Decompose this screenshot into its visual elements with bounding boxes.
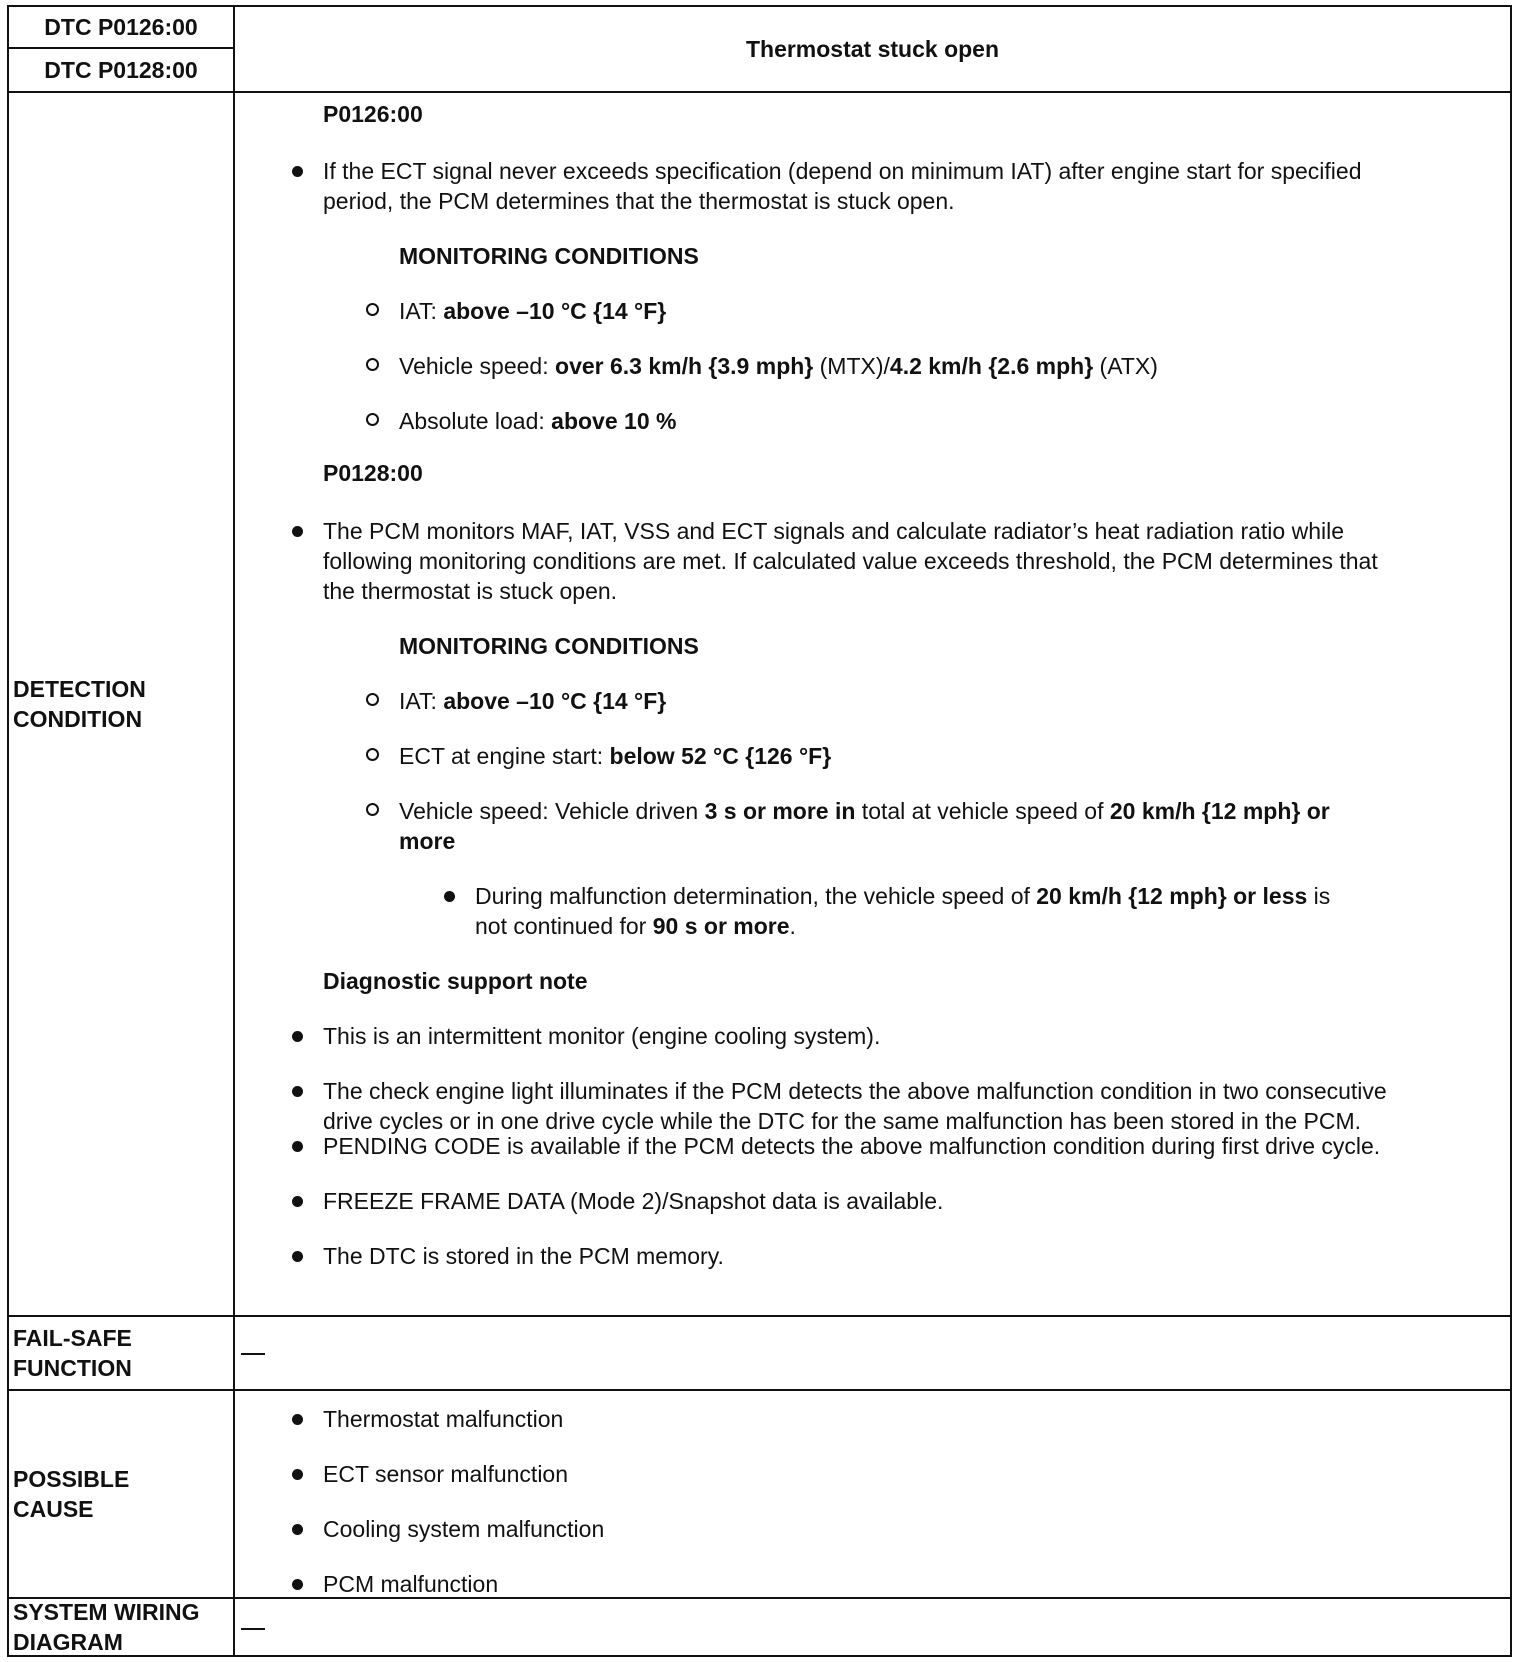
p0128-desc-line: the thermostat is stuck open. — [323, 578, 618, 604]
support-heading: Diagnostic support note — [323, 968, 588, 994]
p0128-desc-line: following monitoring conditions are met. If calculated value exceeds threshold, the PCM determines that — [323, 548, 1378, 574]
cause-item: PCM malfunction — [323, 1571, 499, 1597]
wiring-row — [9, 1599, 1510, 1655]
condition-item: IAT: above –10 °C {14 °F} — [399, 688, 667, 714]
wiring-content — [235, 1599, 1510, 1655]
wiring-label — [9, 1599, 235, 1655]
bullet-icon — [292, 1251, 303, 1262]
bullet-icon — [292, 1414, 303, 1425]
circle-bullet-icon — [366, 358, 379, 371]
detection-condition-content — [235, 93, 1510, 1315]
dtc-code-1: DTC P0126:00 — [9, 7, 235, 49]
p0126-heading: P0126:00 — [323, 101, 423, 127]
failsafe-label — [9, 1317, 235, 1389]
possible-cause-content — [235, 1391, 1510, 1597]
detection-condition-label — [9, 93, 235, 1315]
page-title: Thermostat stuck open — [745, 35, 1000, 62]
possible-cause-row — [9, 1391, 1510, 1599]
circle-bullet-icon — [366, 748, 379, 761]
label-line: POSSIBLE — [13, 1466, 130, 1492]
dtc-code-2: DTC P0128:00 — [9, 49, 235, 91]
bullet-icon — [292, 166, 303, 177]
label-line: DIAGRAM — [13, 1629, 123, 1655]
circle-bullet-icon — [366, 693, 379, 706]
support-note: PENDING CODE is available if the PCM detects the above malfunction condition during first drive cycle. — [323, 1133, 1381, 1159]
label-line: DETECTION — [13, 676, 146, 702]
bullet-icon — [292, 1579, 303, 1590]
circle-bullet-icon — [366, 803, 379, 816]
support-note: FREEZE FRAME DATA (Mode 2)/Snapshot data is available. — [323, 1188, 944, 1214]
support-note: This is an intermittent monitor (engine cooling system). — [323, 1023, 881, 1049]
monitoring-heading: MONITORING CONDITIONS — [399, 633, 699, 659]
label-line: CAUSE — [13, 1496, 94, 1522]
wiring-value — [241, 1628, 265, 1630]
bullet-icon — [444, 891, 455, 902]
sub-note-line: not continued for 90 s or more. — [475, 913, 796, 939]
possible-cause-label — [9, 1391, 235, 1597]
p0126-desc-line: If the ECT signal never exceeds specification (depend on minimum IAT) after engine start for specified — [323, 158, 1362, 184]
bullet-icon — [292, 1524, 303, 1535]
condition-item: Absolute load: above 10 % — [399, 408, 677, 434]
sub-note-line: During malfunction determination, the vehicle speed of 20 km/h {12 mph} or less is — [475, 883, 1331, 909]
support-note: drive cycles or in one drive cycle while the DTC for the same malfunction has been stored in the PCM. — [323, 1108, 1362, 1134]
label-line: FAIL-SAFE — [13, 1325, 132, 1351]
monitoring-heading: MONITORING CONDITIONS — [399, 243, 699, 269]
condition-item: Vehicle speed: over 6.3 km/h {3.9 mph} (MTX)/4.2 km/h {2.6 mph} (ATX) — [399, 353, 1158, 379]
header-row — [9, 7, 1510, 93]
failsafe-row — [9, 1317, 1510, 1391]
label-line: CONDITION — [13, 706, 143, 732]
cause-item: Cooling system malfunction — [323, 1516, 605, 1542]
condition-item-continued: more — [399, 828, 456, 854]
dtc-table — [7, 5, 1512, 1657]
circle-bullet-icon — [366, 303, 379, 316]
bullet-icon — [292, 1469, 303, 1480]
bullet-icon — [292, 1086, 303, 1097]
bullet-icon — [292, 1031, 303, 1042]
failsafe-content — [235, 1317, 1510, 1389]
label-line: FUNCTION — [13, 1355, 132, 1381]
bullet-icon — [292, 1141, 303, 1152]
failsafe-value — [241, 1353, 265, 1355]
cause-item: ECT sensor malfunction — [323, 1461, 569, 1487]
bullet-icon — [292, 1196, 303, 1207]
condition-item: Vehicle speed: Vehicle driven 3 s or more in total at vehicle speed of 20 km/h {12 mph} or — [399, 798, 1330, 824]
cause-item: Thermostat malfunction — [323, 1406, 564, 1432]
circle-bullet-icon — [366, 413, 379, 426]
support-note: The DTC is stored in the PCM memory. — [323, 1243, 724, 1269]
label-line: SYSTEM WIRING — [13, 1599, 200, 1625]
condition-item: ECT at engine start: below 52 °C {126 °F} — [399, 743, 832, 769]
p0128-desc-line: The PCM monitors MAF, IAT, VSS and ECT signals and calculate radiator’s heat radiation ratio while — [323, 518, 1344, 544]
p0128-heading: P0128:00 — [323, 460, 423, 486]
detection-condition-row — [9, 93, 1510, 1317]
p0126-desc-line: period, the PCM determines that the thermostat is stuck open. — [323, 188, 955, 214]
bullet-icon — [292, 526, 303, 537]
support-note: The check engine light illuminates if the PCM detects the above malfunction condition in two consecutive — [323, 1078, 1387, 1104]
condition-item: IAT: above –10 °C {14 °F} — [399, 298, 667, 324]
